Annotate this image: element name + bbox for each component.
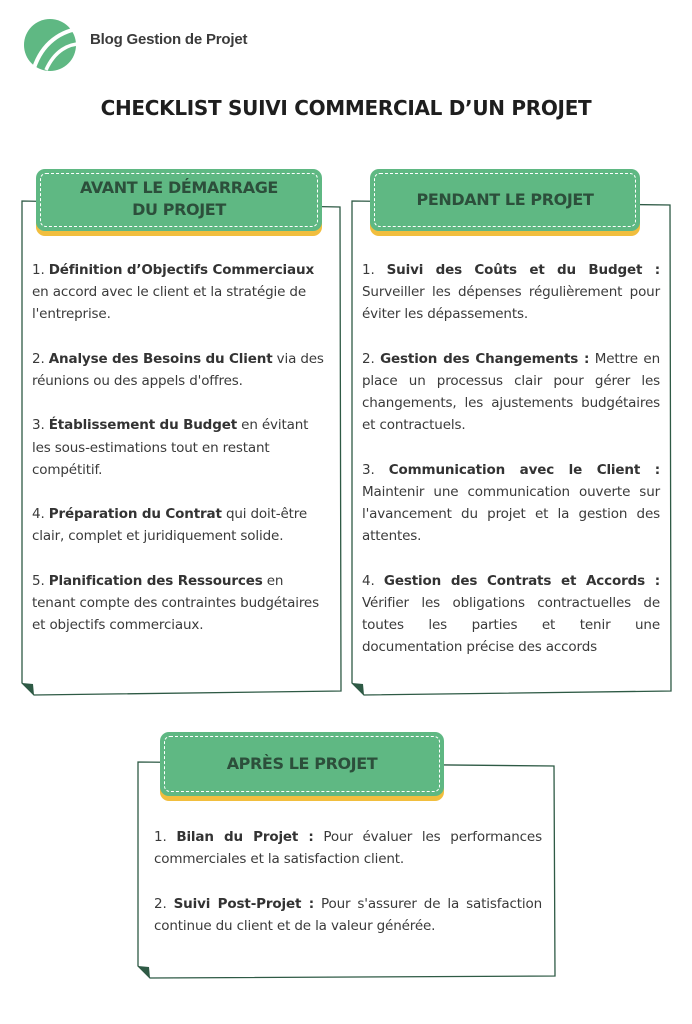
brand-name: Blog Gestion de Projet xyxy=(90,31,248,48)
card-avant-demarrage xyxy=(18,165,344,697)
checklist-item: 1. Suivi des Coûts et du Budget : Surveiller les dépenses régulièrement pour éviter les dépassements. xyxy=(362,262,660,323)
checklist-item: 2. Suivi Post-Projet : Pour s'assurer de la satisfaction continue du client et de la valeur générée. xyxy=(154,895,542,934)
checklist-item: 1. Bilan du Projet : Pour évaluer les performances commerciales et la satisfaction client. xyxy=(154,829,542,868)
checklist-item: 3. Communication avec le Client : Maintenir une communication ouverte sur l'avancement du projet et la gestion des attentes. xyxy=(362,461,660,545)
checklist-item: 2. Analyse des Besoins du Client via des réunions ou des appels d'offres. xyxy=(32,350,324,389)
checklist-item: 2. Gestion des Changements : Mettre en place un processus clair pour gérer les changements, les ajustements budgétaires et contractuels. xyxy=(362,350,660,434)
section-content xyxy=(154,826,542,937)
card-apres-projet xyxy=(134,730,558,980)
section-heading: PENDANT LE PROJET xyxy=(416,190,594,209)
card-pendant-projet xyxy=(348,165,674,697)
checklist-item: 3. Établissement du Budget en évitant les sous-estimations tout en restant compétitif. xyxy=(32,417,309,478)
section-heading: APRÈS LE PROJET xyxy=(226,754,378,773)
section-badge xyxy=(36,169,322,231)
leaf-circle-icon xyxy=(20,14,86,72)
checklist-item: 1. Définition d’Objectifs Commerciaux en accord avec le client et la stratégie de l'entreprise. xyxy=(32,262,314,323)
page-title: CHECKLIST SUIVI COMMERCIAL D’UN PROJET xyxy=(100,96,592,120)
section-content xyxy=(362,259,660,659)
section-badge xyxy=(160,732,444,796)
section-heading-line1: AVANT LE DÉMARRAGE xyxy=(80,178,278,197)
section-heading-line2: DU PROJET xyxy=(132,200,226,219)
checklist-item: 5. Planification des Ressources en tenant compte des contraintes budgétaires et objectifs commerciaux. xyxy=(32,572,319,634)
checklist-item: 4. Préparation du Contrat qui doit-être clair, complet et juridiquement solide. xyxy=(32,506,308,545)
section-content xyxy=(32,259,328,636)
checklist-item: 4. Gestion des Contrats et Accords : Vérifier les obligations contractuelles de toutes les parties et tenir une documentation précise des accords xyxy=(362,572,660,656)
section-badge xyxy=(370,169,640,231)
